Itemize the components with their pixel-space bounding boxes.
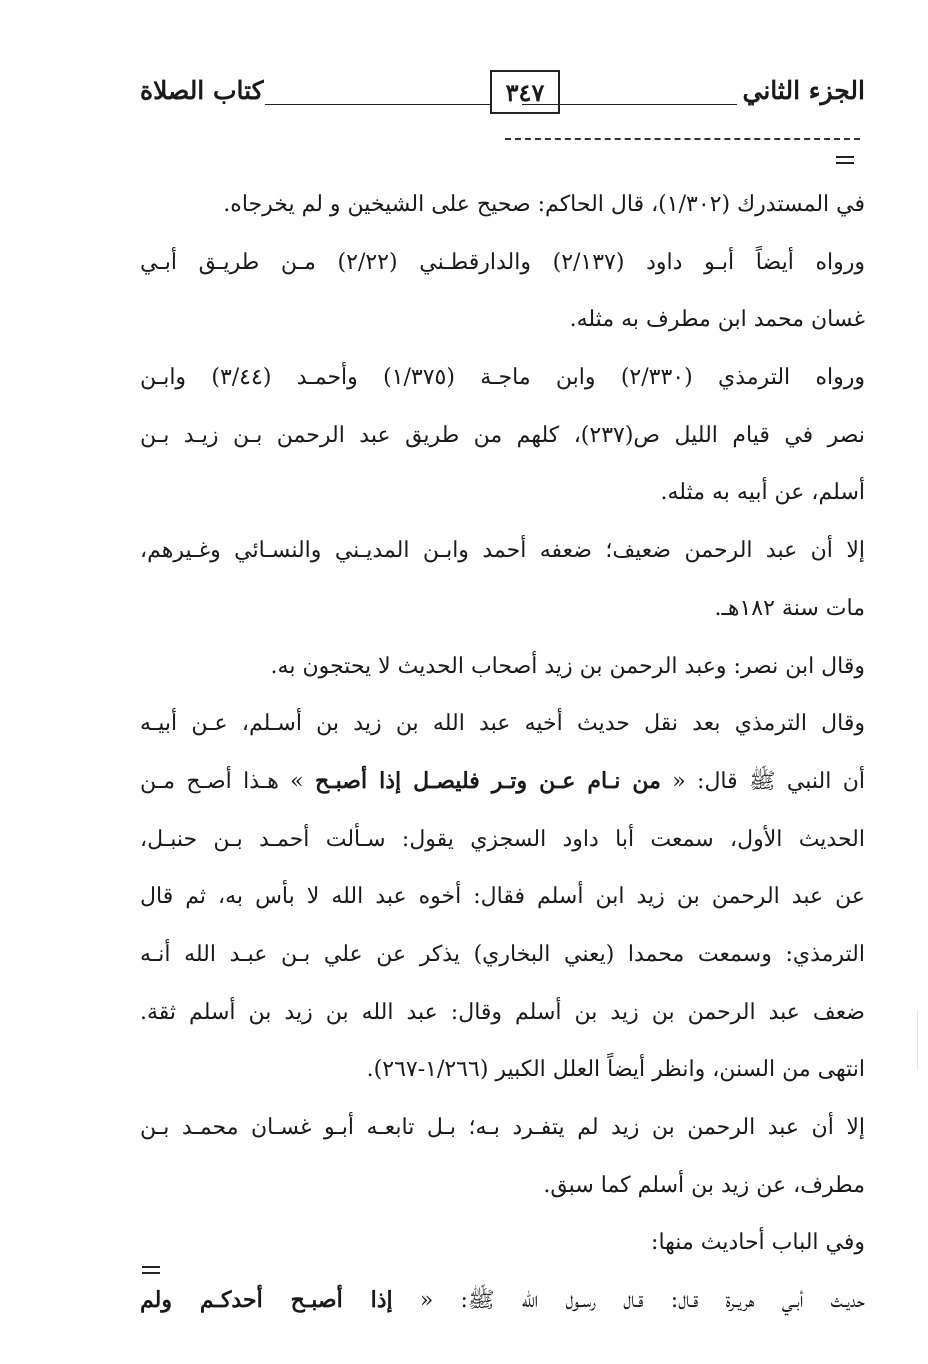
page-number-box: ٣٤٧ bbox=[490, 70, 560, 114]
text-line: ضعف عبد الرحمن بن زيد بن أسلم وقال: عبد الله بن زيد بن أسلم ثقة. bbox=[140, 999, 865, 1025]
text-line: عن عبد الرحمن بن زيد ابن أسلم فقال: أخوه عبد الله لا بأس به، ثم قال bbox=[140, 884, 865, 910]
page-body-text bbox=[140, 176, 865, 1330]
scan-edge-line bbox=[917, 1010, 918, 1070]
running-header bbox=[140, 70, 865, 122]
text-line: الترمذي: وسمعت محمدا (يعني البخاري) يذكر عن علي بـن عبـد الله أنـه bbox=[140, 941, 865, 967]
text-line: وقال الترمذي بعد نقل حديث أخيه عبد الله بن زيد بن أسـلم، عـن أبيـه bbox=[140, 711, 865, 737]
text-line: إلا أن عبد الرحمن ضعيف؛ ضعفه أحمد وابـن المديـني والنسـائي وغـيرهم، bbox=[140, 538, 865, 564]
continuation-mark-bottom bbox=[142, 1266, 160, 1274]
header-rule-left bbox=[265, 104, 490, 105]
text-line: وفي الباب أحاديث منها: bbox=[651, 1230, 865, 1256]
text-line: نصر في قيام الليل ص(٢٣٧)، كلهم من طريق عبد الرحمن بـن زيـد بـن bbox=[140, 422, 865, 448]
text-line: أن النبي ﷺ قال: « من نـام عـن وتـر فليصـل إذا أصبـح » هـذا أصـح مـن bbox=[140, 767, 865, 794]
text-line: مات سنة ١٨٢هـ. bbox=[714, 595, 865, 621]
text-line: الحديث الأول، سمعت أبا داود السجزي يقول: سـألت أحمـد بـن حنبـل، bbox=[140, 826, 865, 852]
text-line: غسان محمد ابن مطرف به مثله. bbox=[569, 307, 865, 333]
text-line: إلا أن عبد الرحمن بن زيد لم يتفـرد بـه؛ بـل تابعـه أبـو غسـان محمـد بـن bbox=[140, 1115, 865, 1140]
text-line: ورواه أيضاً أبـو داود (٢/١٣٧) والدارقطـني (٢/٢٢) مـن طريـق أبـي bbox=[140, 249, 865, 275]
continuation-mark-top bbox=[836, 156, 854, 164]
text-line: في المستدرك (١/٣٠٢)، قال الحاكم: صحيح على الشيخين و لم يخرجاه. bbox=[223, 192, 865, 217]
header-part-title: الجزء الثاني bbox=[742, 76, 865, 105]
text-line: مطرف، عن زيد بن أسلم كما سبق. bbox=[543, 1172, 865, 1198]
text-line: وقال ابن نصر: وعبد الرحمن بن زيد أصحاب الحديث لا يحتجون به. bbox=[270, 653, 865, 679]
text-line: انتهى من السنن، وانظر أيضاً العلل الكبير (١/٢٦٦-٢٦٧). bbox=[366, 1057, 865, 1083]
header-dashed-rule bbox=[505, 138, 860, 140]
text-line: أسلم، عن أبيه به مثله. bbox=[660, 480, 865, 506]
text-line: حديـث أبـي هريـرة قـال: قـال رسـول الله ﷺ: « إذا أصبـح أحدكـم ولم bbox=[140, 1287, 865, 1314]
header-book-title: كتاب الصلاة bbox=[140, 76, 264, 105]
text-line: ورواه الترمذي (٢/٣٣٠) وابن ماجـة (١/٣٧٥) وأحمـد (٣/٤٤) وابـن bbox=[140, 365, 865, 391]
